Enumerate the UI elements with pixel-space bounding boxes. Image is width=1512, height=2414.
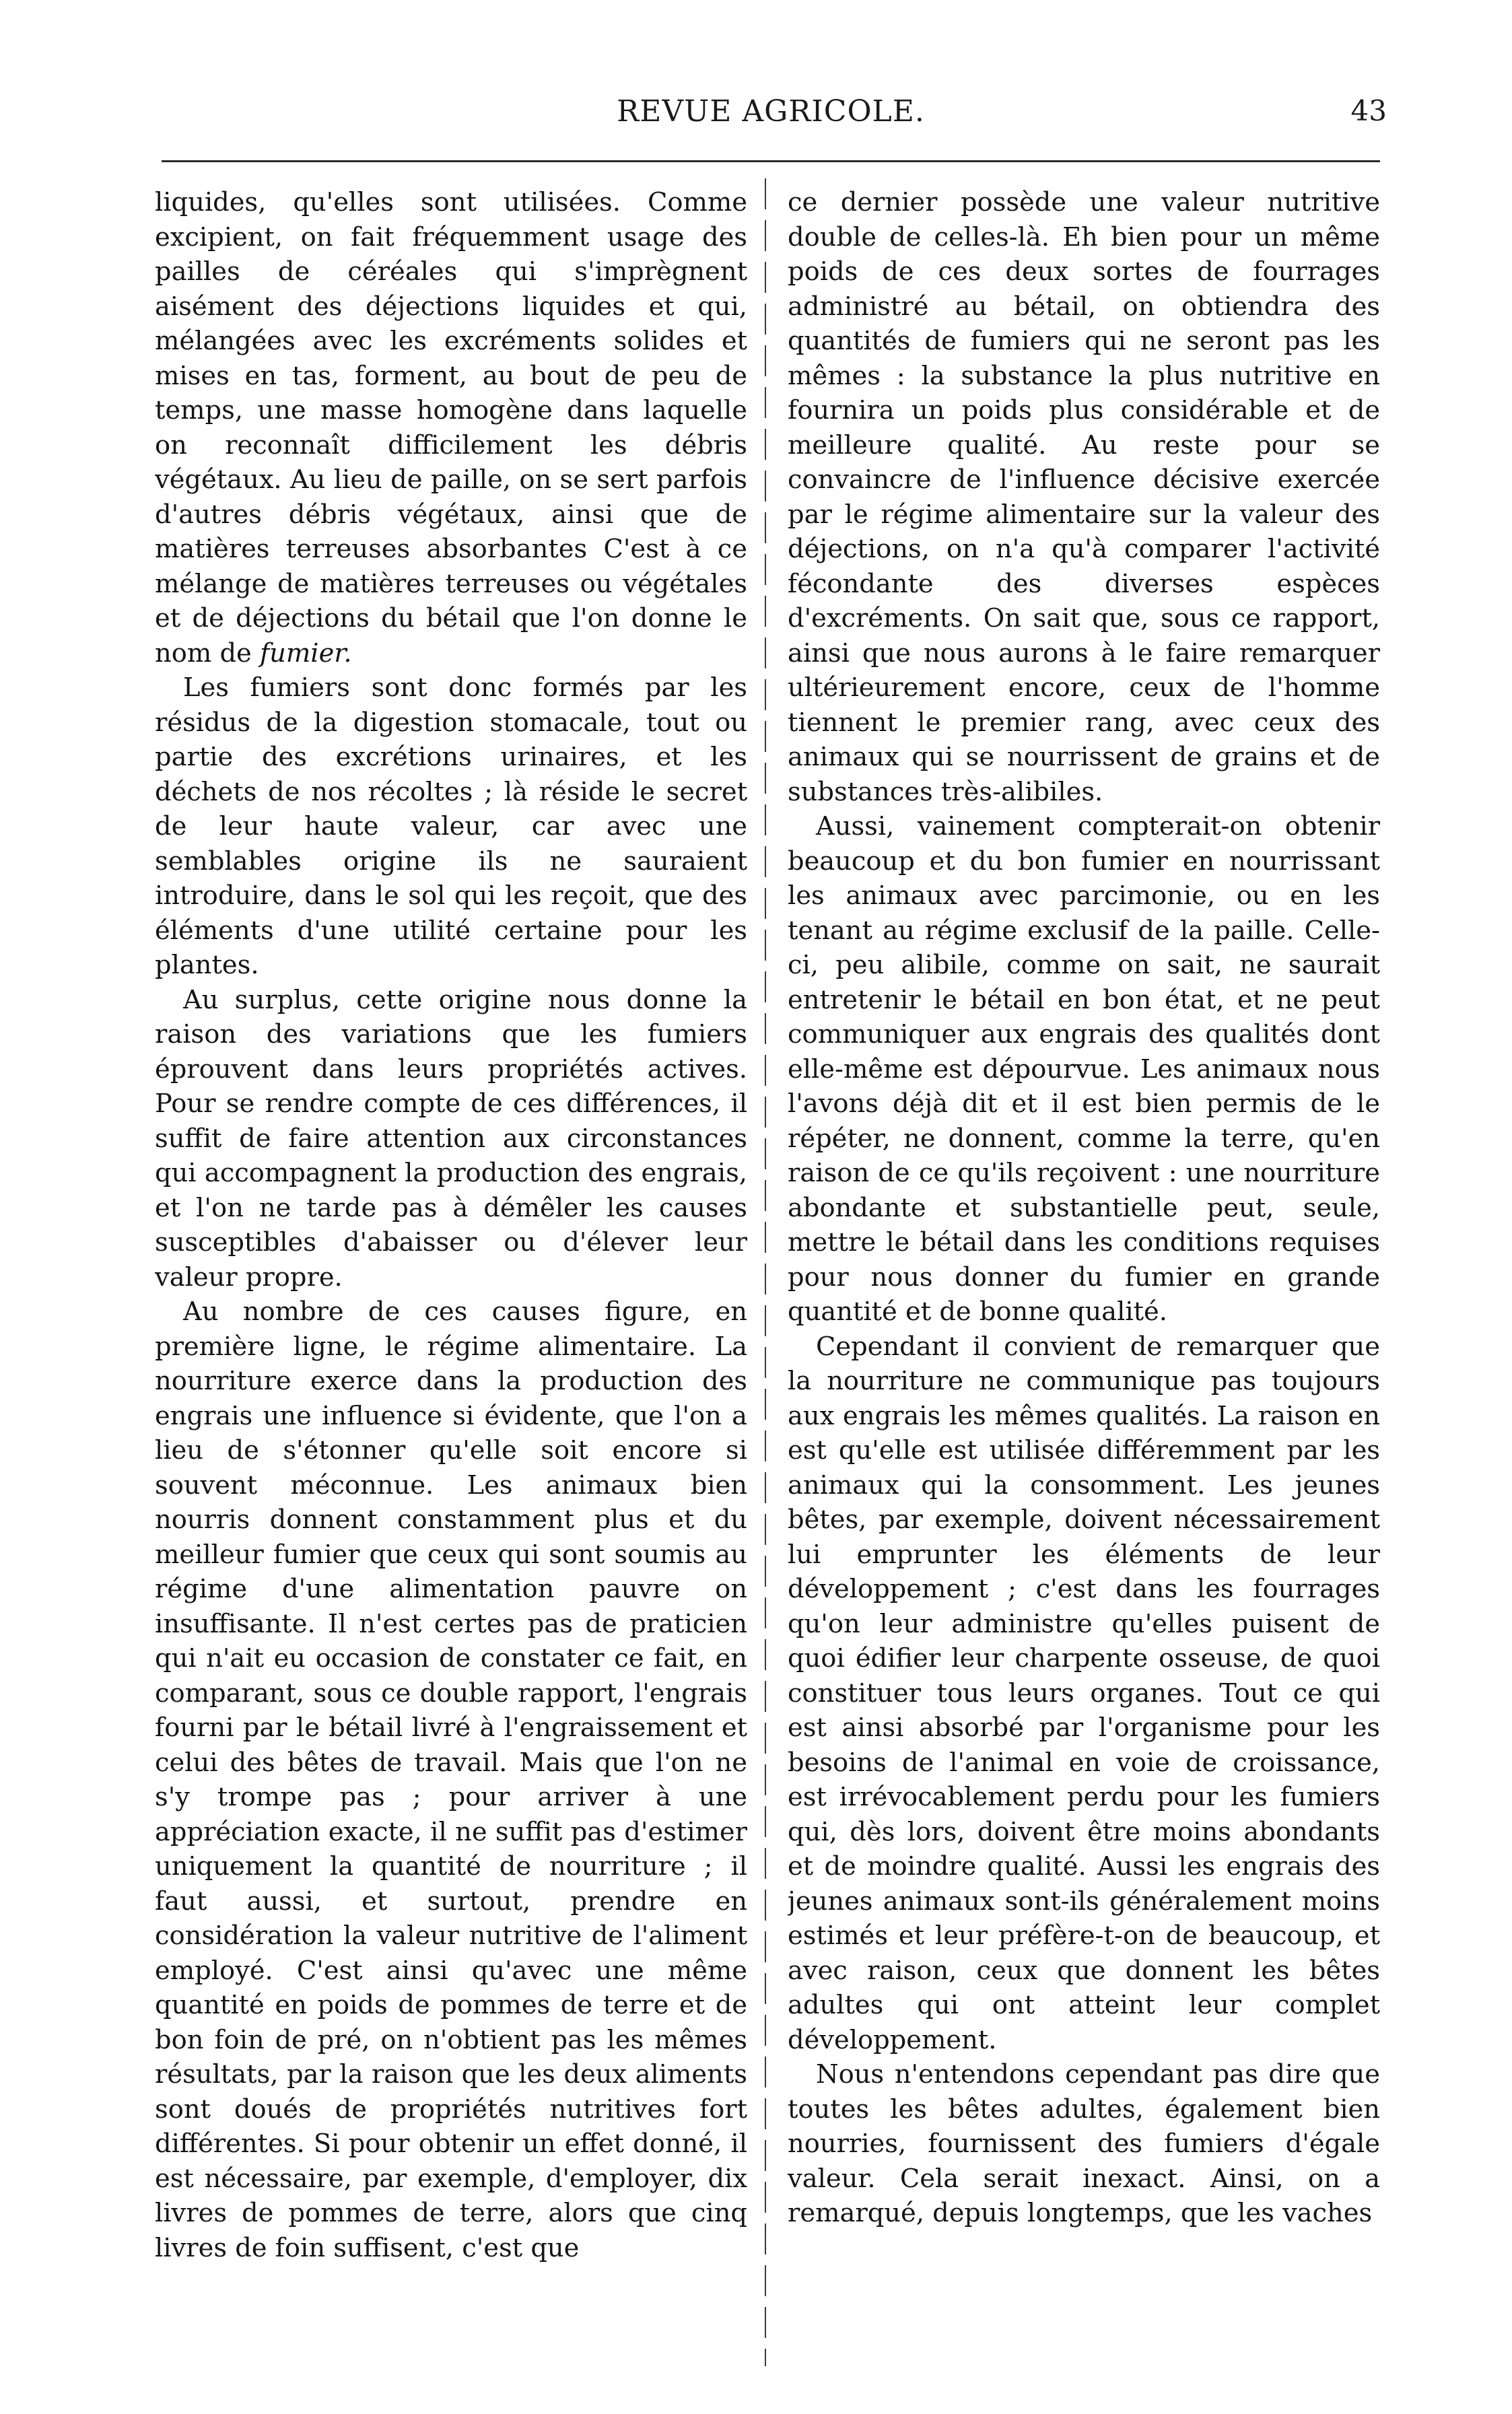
left-column <box>155 185 747 2359</box>
right-column <box>788 185 1380 2359</box>
left-paragraph-2: Les fumiers sont donc formés par les résidus de la digestion stomacale, tout ou partie des excrétions urinaires, et les déchets de nos récoltes ; là réside le secret de leur haute valeur, car avec une semblables origine ils ne sauraient introduire, dans le sol qui les reçoit, que des éléments d'une utilité certaine pour les plantes. <box>155 673 747 980</box>
left-paragraph-3: Au surplus, cette origine nous donne la raison des variations que les fumiers éprouvent dans leurs propriétés actives. Pour se rendre compte de ces différences, il suffit de faire attention aux circonstances qui accompagnent la production des engrais, et l'on ne tarde pas à démêler les causes susceptibles d'abaisser ou d'élever leur valeur propre. <box>155 984 747 1292</box>
column-divider <box>765 178 766 2366</box>
header-rule <box>162 160 1380 162</box>
fumier-term: fumier. <box>259 637 352 668</box>
left-paragraph-1 <box>155 185 747 670</box>
running-title: REVUE AGRICOLE. <box>617 94 925 129</box>
right-paragraph-3: Cependant il convient de remarquer que la nourriture ne communique pas toujours aux engrais les mêmes qualités. La raison en est qu'elle est utilisée différemment par les animaux qui la consomment. Les jeunes bêtes, par exemple, doivent nécessairement lui emprunter les éléments de leur développement ; c'est dans les fourrages qu'on leur administre qu'elles puisent de quoi édifier leur charpente osseuse, de quoi constituer tous leurs organes. Tout ce qui est ainsi absorbé par l'organisme pour les besoins de l'animal en voie de croissance, est irrévocablement perdu pour les fumiers qui, dès lors, doivent être moins abondants et de moindre qualité. Aussi les engrais des jeunes animaux sont-ils généralement moins estimés et leur préfère-t-on de beaucoup, et avec raison, ceux que donnent les bêtes adultes qui ont atteint leur complet développement. <box>788 1331 1380 2055</box>
page-header <box>155 94 1387 148</box>
left-paragraph-4: Au nombre de ces causes figure, en première ligne, le régime alimentaire. La nourriture exerce dans la production des engrais une influence si évidente, que l'on a lieu de s'étonner qu'elle soit encore si souvent méconnue. Les animaux bien nourris donnent constamment plus et du meilleur fumier que ceux qui sont soumis au régime d'une alimentation pauvre on insuffisante. Il n'est certes pas de praticien qui n'ait eu occasion de constater ce fait, en comparant, sous ce double rapport, l'engrais fourni par le bétail livré à l'engraissement et celui des bêtes de travail. Mais que l'on ne s'y trompe pas ; pour arriver à une appréciation exacte, il ne suffit pas d'estimer uniquement la quantité de nourriture ; il faut aussi, et surtout, prendre en considération la valeur nutritive de l'aliment employé. C'est ainsi qu'avec une même quantité en poids de pommes de terre et de bon foin de pré, on n'obtient pas les mêmes résultats, par la raison que les deux aliments sont doués de propriétés nutritives fort différentes. Si pour obtenir un effet donné, il est nécessaire, par exemple, d'employer, dix livres de pommes de terre, alors que cinq livres de foin suffisent, c'est que <box>155 1297 747 2263</box>
left-paragraph-1-text: liquides, qu'elles sont utilisées. Comme excipient, on fait fréquemment usage des pailles de céréales qui s'imprègnent aisément des déjections liquides et qui, mélangées avec les excréments solides et mises en tas, forment, au bout de peu de temps, une masse homogène dans laquelle on reconnaît difficilement les débris végétaux. Au lieu de paille, on se sert parfois d'autres débris végétaux, ainsi que de matières terreuses absorbantes C'est à ce mélange de matières terreuses ou végétales et de déjections du bétail que l'on donne le nom de <box>155 187 747 668</box>
page-number: 43 <box>1350 94 1387 127</box>
right-paragraph-4: Nous n'entendons cependant pas dire que toutes les bêtes adultes, également bien nourries, fournissent des fumiers d'égale valeur. Cela serait inexact. Ainsi, on a remarqué, depuis longtemps, que les vaches <box>788 2059 1380 2228</box>
right-paragraph-1: ce dernier possède une valeur nutritive double de celles-là. Eh bien pour un même poids de ces deux sortes de fourrages administré au bétail, on obtiendra des quantités de fumiers qui ne seront pas les mêmes : la substance la plus nutritive en fournira un poids plus considérable et de meilleure qualité. Au reste pour se convaincre de l'influence décisive exercée par le régime alimentaire sur la valeur des déjections, on n'a qu'à comparer l'activité fécondante des diverses espèces d'excréments. On sait que, sous ce rapport, ainsi que nous aurons à le faire remarquer ultérieurement encore, ceux de l'homme tiennent le premier rang, avec ceux des animaux qui se nourrissent de grains et de substances très-alibiles. <box>788 187 1380 807</box>
right-paragraph-2: Aussi, vainement compterait-on obtenir beaucoup et du bon fumier en nourrissant les animaux avec parcimonie, ou en les tenant au régime exclusif de la paille. Celle-ci, peu alibile, comme on sait, ne saurait entretenir le bétail en bon état, et ne peut communiquer aux engrais des qualités dont elle-même est dépourvue. Les animaux nous l'avons déjà dit et il est bien permis de le répéter, ne donnent, comme la terre, qu'en raison de ce qu'ils reçoivent : une nourriture abondante et substantielle peut, seule, mettre le bétail dans les conditions requises pour nous donner du fumier en grande quantité et de bonne qualité. <box>788 811 1380 1327</box>
